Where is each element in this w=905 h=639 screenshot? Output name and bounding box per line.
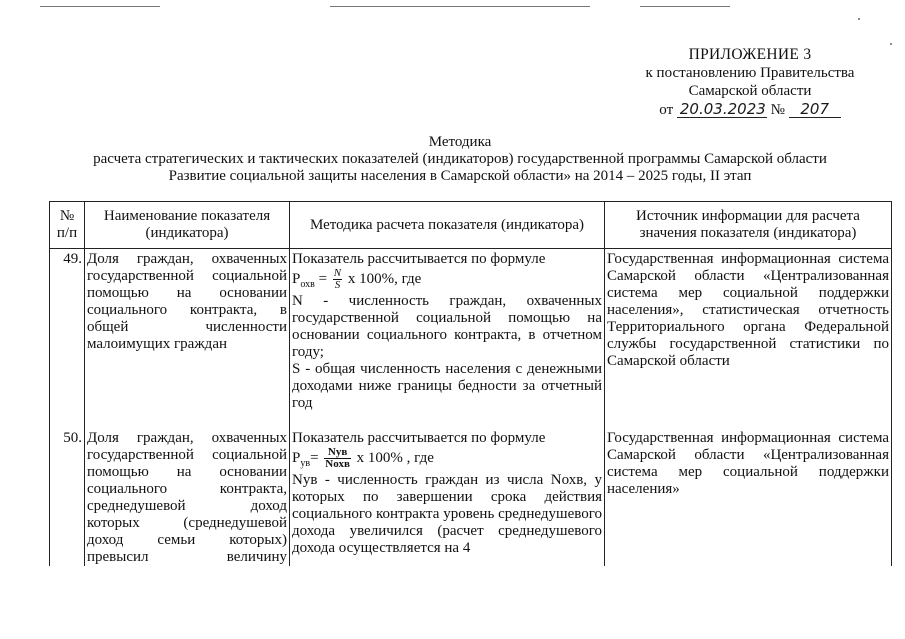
indicator-name-line: помощью на основании: [87, 463, 287, 480]
indicator-name-line: которых (среднедушевой: [87, 514, 287, 531]
indicator-name-line: Доля граждан, охваченных: [87, 251, 287, 267]
formula-numerator: Nув: [324, 447, 351, 459]
source-cell: Государственная информационная система Самарской области «Централизованная система мер социальной поддержки населения»: [605, 428, 892, 566]
appendix-title: ПРИЛОЖЕНИЕ 3: [688, 46, 812, 63]
method-text: Nув - численность граждан из числа Nохв, у которых по завершении срока действия социального контракта уровень среднедушевого дохода увеличился (расчет среднедушевого дохода осуществляется на 4: [292, 471, 602, 556]
table-row: [50, 428, 892, 566]
formula-fraction: [324, 447, 351, 470]
header-method: Методика расчета показателя (индикатора): [290, 202, 605, 249]
formula-tail: x 100% , где: [352, 449, 434, 466]
table-header-row: [50, 202, 892, 249]
formula-eq: =: [310, 449, 323, 466]
scan-speck: [858, 18, 860, 20]
from-label: от: [659, 102, 674, 118]
method-intro: Показатель рассчитывается по формуле: [292, 251, 546, 267]
indicators-table: [49, 201, 892, 566]
method-text: S - общая численность населения с денежными доходами ниже границы бедности за отчетный год: [292, 360, 602, 411]
formula: [292, 447, 434, 472]
method-intro: Показатель рассчитывается по формуле: [292, 429, 546, 446]
scan-top-line: [40, 6, 160, 7]
method-cell: [290, 249, 605, 412]
method-title-block: [60, 134, 860, 185]
formula-fraction: [333, 268, 342, 291]
table-row: [50, 249, 892, 412]
appendix-block: [600, 46, 900, 119]
appendix-date-line: [600, 101, 900, 119]
formula-sub: охв: [300, 278, 315, 290]
method-title: Методика: [428, 134, 492, 150]
scan-top-line: [640, 6, 730, 7]
number-label: №: [770, 102, 785, 118]
row-number: 50.: [50, 428, 85, 566]
indicator-name-line: превысил величину: [87, 548, 287, 565]
formula-denominator: S: [334, 279, 341, 291]
header-source: Источник информации для расчета значения показателя (индикатора): [605, 202, 892, 249]
formula-eq: =: [314, 270, 331, 287]
handwritten-number: 207: [789, 101, 841, 118]
appendix-line-1: к постановлению Правительства: [645, 65, 855, 81]
method-subtitle-1: расчета стратегических и тактических показателей (индикаторов) государственной программы Самарской области: [93, 151, 827, 167]
source-cell: Государственная информационная система Самарской области «Централизованная система мер социальной поддержки населения», статистическая отчетность Территориального органа Федеральной службы государственной статистики по Самарской области: [605, 249, 892, 412]
indicator-name-line: среднедушевой доход: [87, 497, 287, 514]
formula-lhs: P: [292, 270, 301, 287]
indicator-name-line: государственной социальной: [87, 446, 287, 463]
indicator-name-cell: [85, 249, 290, 412]
indicator-name-line: помощью на основании: [87, 285, 287, 301]
method-cell: [290, 428, 605, 566]
header-num: № п/п: [50, 202, 85, 249]
formula-tail: x 100%, где: [344, 270, 422, 287]
indicator-name-line: доход семьи которых): [87, 531, 287, 548]
row-spacer: [50, 412, 892, 428]
handwritten-date: 20.03.2023: [677, 101, 767, 118]
indicator-name-line: социального контракта, в: [87, 302, 287, 318]
indicator-name-line: малоимущих граждан: [87, 336, 228, 352]
indicator-name-line: государственной социальной: [87, 268, 287, 284]
formula-lhs: P: [292, 449, 301, 466]
method-text: N - численность граждан, охваченных государственной социальной помощью на основании социального контракта, в отчетном году;: [292, 292, 602, 360]
row-number: 49.: [50, 249, 85, 412]
indicator-name-line: социального контракта,: [87, 480, 287, 497]
method-subtitle-2: Развитие социальной защиты населения в Самарской области» на 2014 – 2025 годы, II этап: [168, 168, 752, 184]
formula-sub: ув: [300, 457, 311, 469]
header-name: Наименование показателя (индикатора): [85, 202, 290, 249]
indicator-name-line: общей численности: [87, 319, 287, 335]
indicator-name-line: Доля граждан, охваченных: [87, 429, 287, 446]
formula-numerator: N: [333, 267, 342, 279]
formula-denominator: Nохв: [325, 457, 350, 470]
appendix-line-2: Самарской области: [688, 83, 812, 99]
indicator-name-cell: [85, 428, 290, 566]
formula: [292, 268, 421, 293]
scan-speck: [890, 43, 892, 45]
scan-top-line: [330, 6, 590, 7]
